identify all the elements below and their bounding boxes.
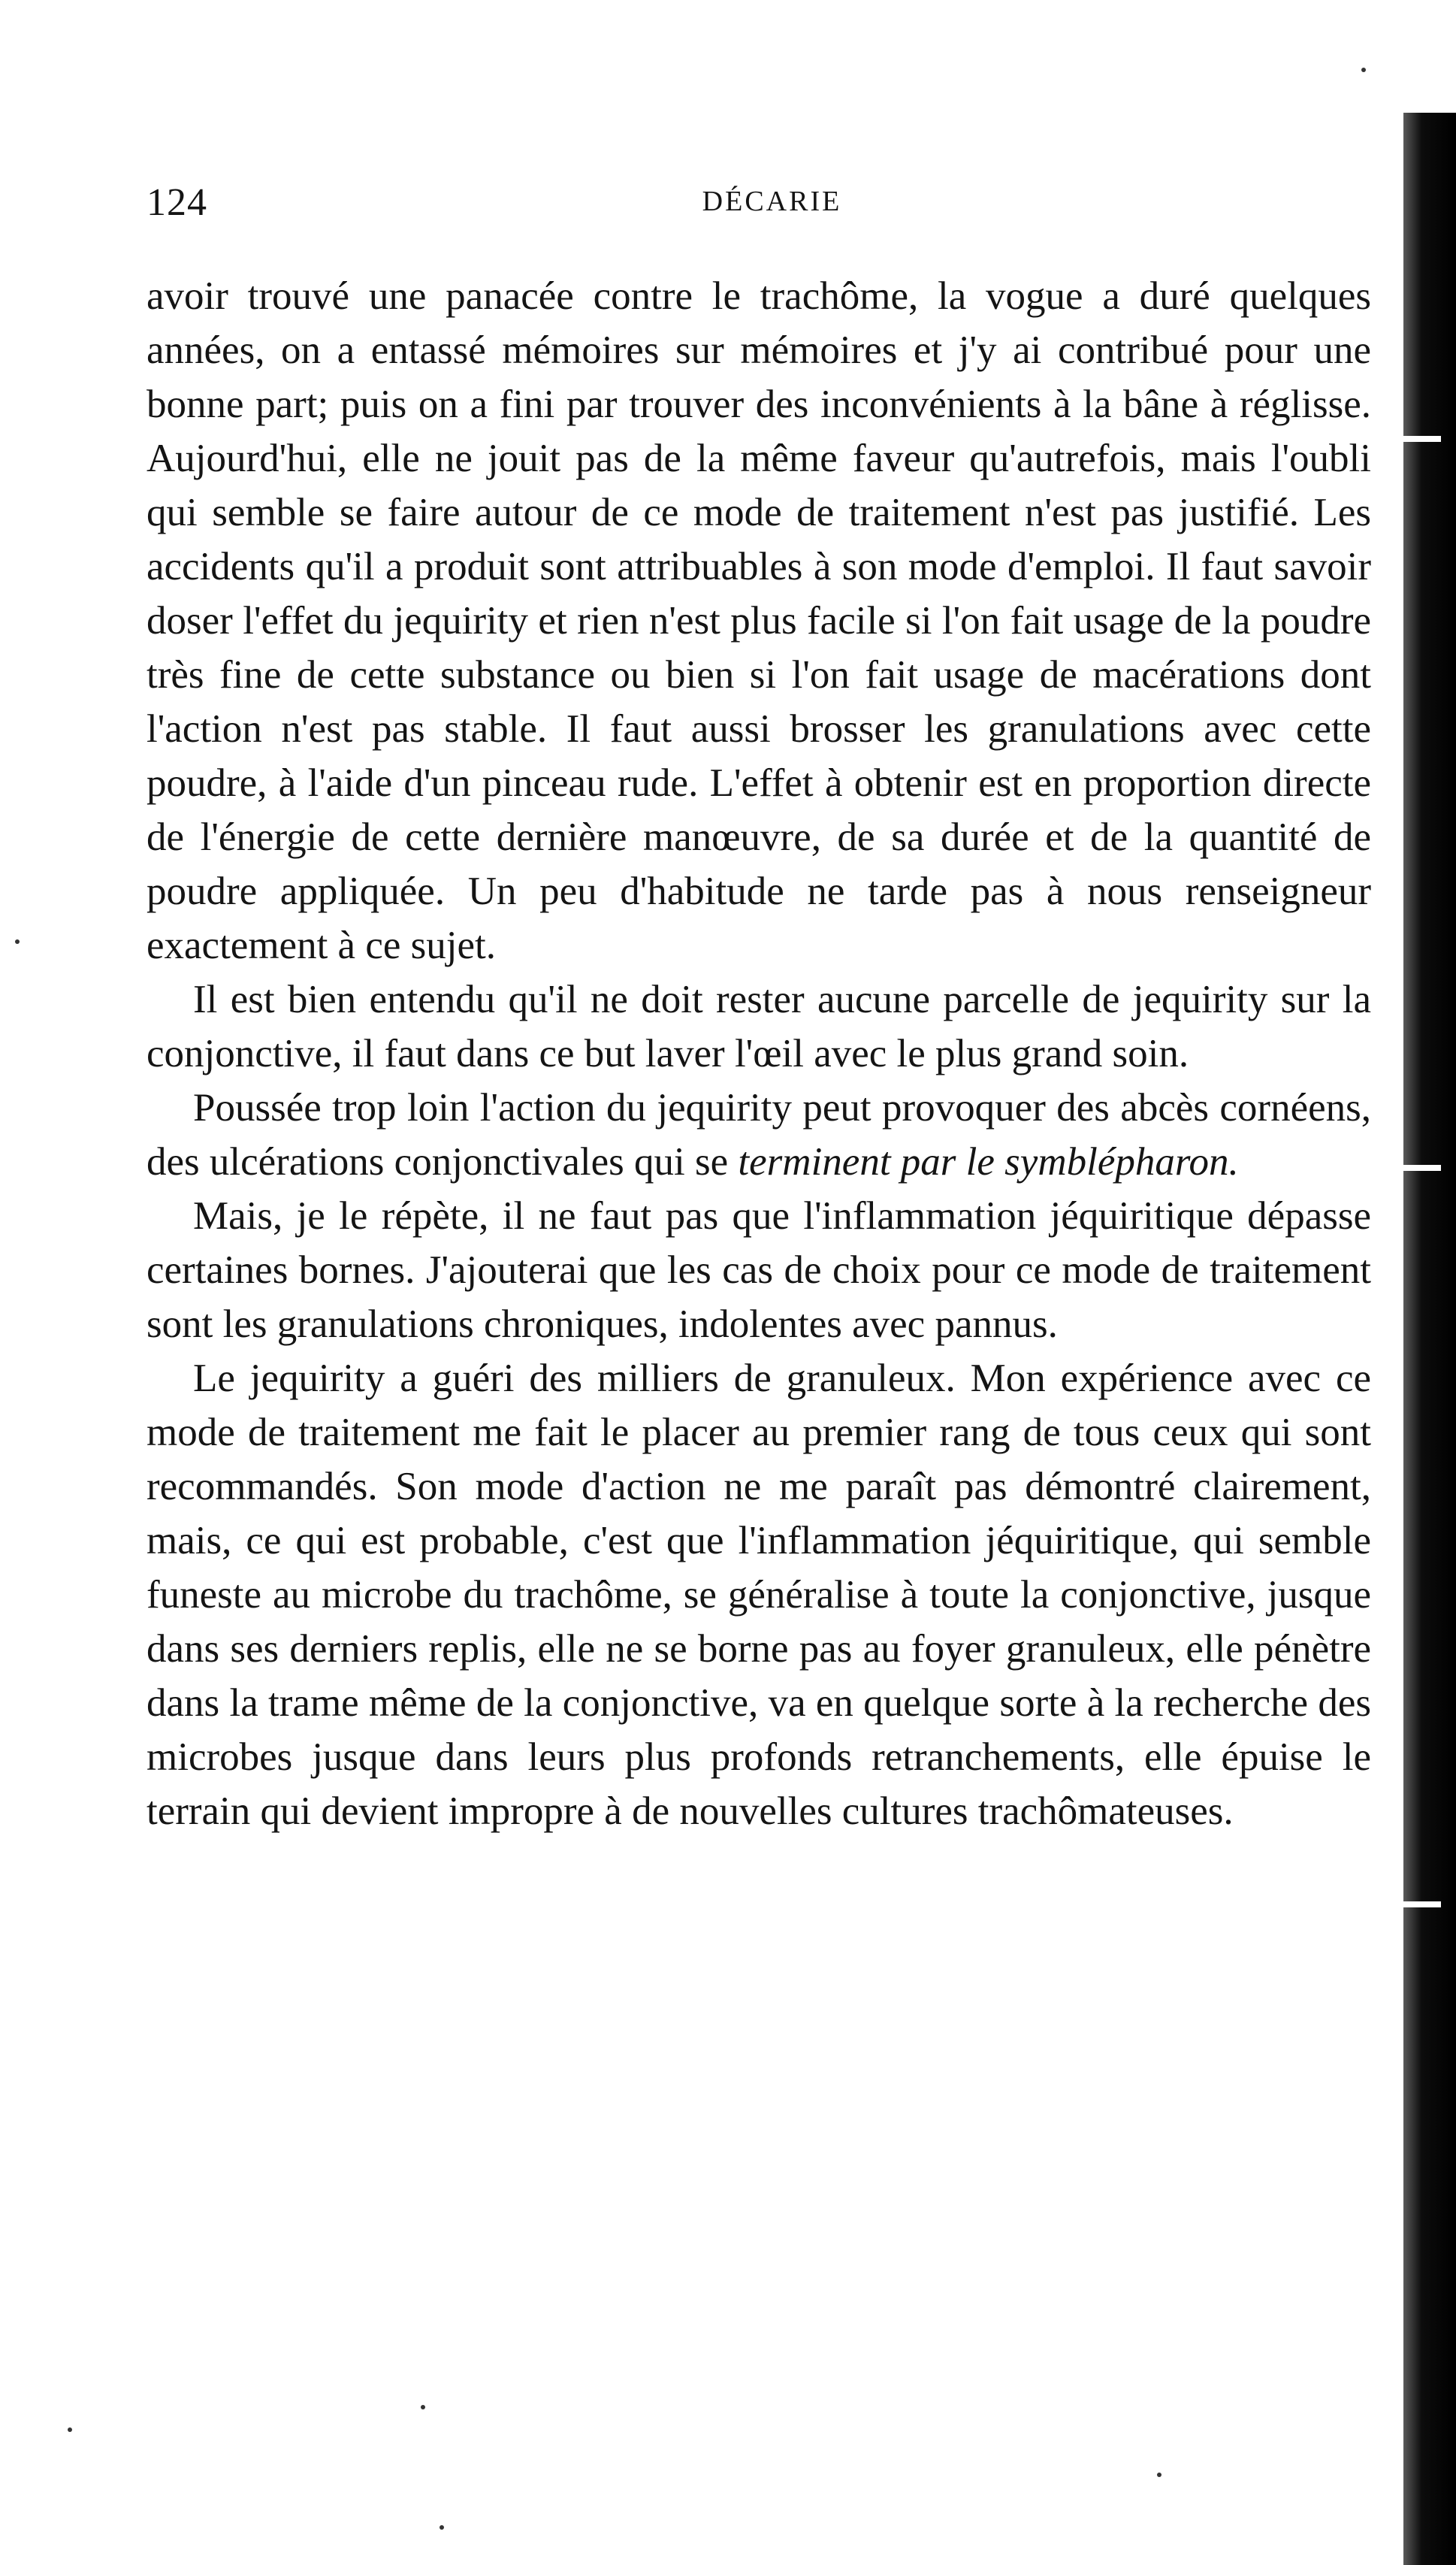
speck xyxy=(1157,2473,1161,2477)
paragraph-5: Le jequirity a guéri des milliers de granuleux. Mon expérience avec ce mode de traitement me fait le placer au premier rang de tous ceux qui sont recommandés. Son mode d'action ne me paraît pas démontré clairement, mais, ce qui est probable, c'est que l'inflammation jéquiritique, qui semble funeste au microbe du trachôme, se généralise à toute la conjonctive, jusque dans ses derniers replis, elle ne se borne pas au foyer granuleux, elle pénètre dans la trame même de la conjonctive, va en quelque sorte à la recherche des microbes jusque dans leurs plus profonds retranchements, elle épuise le terrain qui devient impropre à de nouvelles cultures trachômateuses. xyxy=(147,1357,1371,1833)
paragraph-3-text: Poussée trop loin l'action du jequirity peut provoquer des abcès cornéens, des ulcérations conjonctivales qui se xyxy=(147,1086,1371,1184)
paragraph-3-italic: terminent par le symblépharon. xyxy=(738,1140,1239,1184)
binding-notch xyxy=(1403,1901,1441,1907)
binding-notch xyxy=(1403,1165,1441,1171)
paragraph-2: Il est bien entendu qu'il ne doit rester aucune parcelle de jequirity sur la conjonctive, il faut dans ce but laver l'œil avec le plus grand soin. xyxy=(147,978,1371,1075)
running-head: DÉCARIE xyxy=(702,186,842,217)
speck xyxy=(15,939,20,944)
page-number: 124 xyxy=(147,181,207,224)
speck xyxy=(421,2405,425,2409)
binding-shadow xyxy=(1403,113,1456,2565)
body-text xyxy=(147,269,1371,1838)
speck xyxy=(440,2525,444,2530)
binding-notch xyxy=(1403,436,1441,442)
paragraph-4: Mais, je le répète, il ne faut pas que l'inflammation jéquiritique dépasse certaines bornes. J'ajouterai que les cas de choix pour ce mode de traitement sont les granulations chroniques, indolentes avec pannus. xyxy=(147,1194,1371,1346)
page-header xyxy=(147,180,1397,233)
speck xyxy=(68,2427,72,2432)
paragraph-1: avoir trouvé une panacée contre le trachôme, la vogue a duré quelques années, on a entassé mémoires sur mémoires et j'y ai contribué pour une bonne part; puis on a fini par trouver des inconvénients à la bâne à réglisse. Aujourd'hui, elle ne jouit pas de la même faveur qu'autrefois, mais l'oubli qui semble se faire autour de ce mode de traitement n'est pas justifié. Les accidents qu'il a produit sont attribuables à son mode d'emploi. Il faut savoir doser l'effet du jequirity et rien n'est plus facile si l'on fait usage de la poudre très fine de cette substance ou bien si l'on fait usage de macérations dont l'action n'est pas stable. Il faut aussi brosser les granulations avec cette poudre, à l'aide d'un pinceau rude. L'effet à obtenir est en proportion directe de l'énergie de cette dernière manœuvre, de sa durée et de la quantité de poudre appliquée. Un peu d'habitude ne tarde pas à nous renseigneur exactement à ce sujet. xyxy=(147,274,1371,967)
speck xyxy=(1361,68,1366,72)
paragraph-3 xyxy=(147,1081,1371,1189)
